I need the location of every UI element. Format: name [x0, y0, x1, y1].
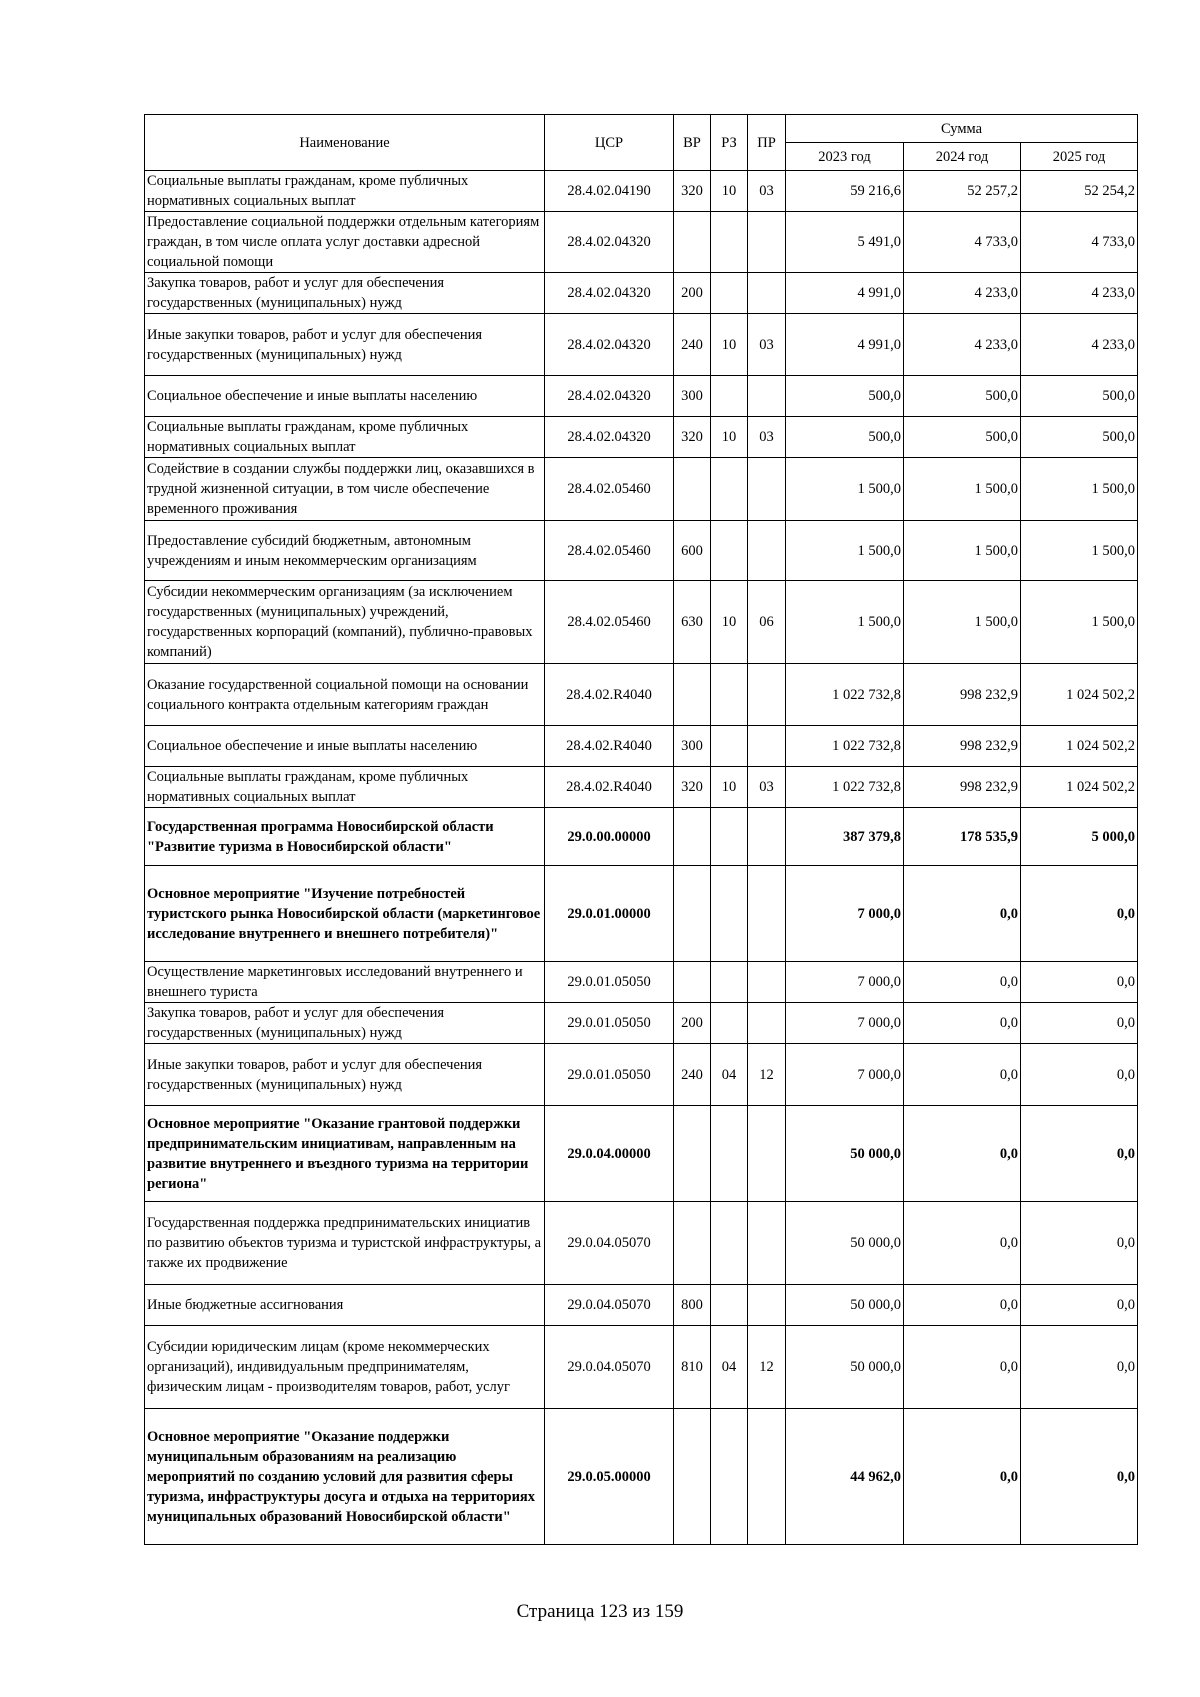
cell-rz: [711, 1285, 748, 1326]
header-csr: ЦСР: [545, 115, 674, 171]
cell-vr: [674, 1202, 711, 1285]
cell-rz: 10: [711, 314, 748, 376]
cell-vr: 810: [674, 1326, 711, 1409]
cell-sum-2024: 4 233,0: [904, 273, 1021, 314]
page-number: Страница 123 из 159: [516, 1601, 684, 1622]
cell-rz: 10: [711, 767, 748, 808]
cell-sum-2023: 1 022 732,8: [786, 726, 904, 767]
cell-sum-2025: 0,0: [1021, 1106, 1138, 1202]
cell-vr: 240: [674, 314, 711, 376]
cell-rz: 04: [711, 1326, 748, 1409]
cell-csr: 28.4.02.04320: [545, 417, 674, 458]
cell-name: Государственная поддержка предпринимательских инициатив по развитию объектов туризма и туристской инфраструктуры, а также их продвижение: [145, 1202, 545, 1285]
table-row: [145, 1003, 1138, 1044]
cell-sum-2024: 0,0: [904, 962, 1021, 1003]
cell-name: Основное мероприятие "Оказание грантовой поддержки предпринимательским инициативам, направленным на развитие внутреннего и въездного туризма на территории региона": [145, 1106, 545, 1202]
cell-vr: [674, 212, 711, 273]
table-row: [145, 314, 1138, 376]
cell-rz: [711, 1003, 748, 1044]
table-row: [145, 726, 1138, 767]
table-header: [145, 115, 1138, 171]
cell-sum-2024: 998 232,9: [904, 767, 1021, 808]
header-vr: ВР: [674, 115, 711, 171]
cell-rz: 04: [711, 1044, 748, 1106]
cell-rz: [711, 726, 748, 767]
cell-csr: 29.0.04.05070: [545, 1202, 674, 1285]
table-row: [145, 212, 1138, 273]
cell-sum-2025: 4 233,0: [1021, 273, 1138, 314]
cell-sum-2023: 1 022 732,8: [786, 664, 904, 726]
cell-pr: [748, 458, 786, 521]
cell-vr: 300: [674, 376, 711, 417]
cell-rz: 10: [711, 417, 748, 458]
cell-csr: 29.0.01.05050: [545, 1003, 674, 1044]
cell-sum-2024: 0,0: [904, 1106, 1021, 1202]
cell-sum-2024: 178 535,9: [904, 808, 1021, 866]
cell-csr: 28.4.02.04320: [545, 376, 674, 417]
cell-sum-2023: 387 379,8: [786, 808, 904, 866]
cell-sum-2024: 1 500,0: [904, 458, 1021, 521]
cell-name: Осуществление маркетинговых исследований внутреннего и внешнего туриста: [145, 962, 545, 1003]
table-row: [145, 273, 1138, 314]
cell-rz: [711, 1202, 748, 1285]
cell-rz: [711, 808, 748, 866]
cell-csr: 28.4.02.04320: [545, 314, 674, 376]
table-body: [145, 171, 1138, 1545]
cell-pr: [748, 521, 786, 581]
cell-sum-2025: 4 233,0: [1021, 314, 1138, 376]
cell-vr: 320: [674, 417, 711, 458]
cell-pr: [748, 962, 786, 1003]
cell-pr: [748, 726, 786, 767]
cell-csr: 29.0.05.00000: [545, 1409, 674, 1545]
cell-csr: 29.0.01.05050: [545, 962, 674, 1003]
cell-pr: [748, 1202, 786, 1285]
cell-csr: 28.4.02.05460: [545, 581, 674, 664]
cell-vr: 240: [674, 1044, 711, 1106]
header-rz: РЗ: [711, 115, 748, 171]
cell-sum-2025: 0,0: [1021, 1202, 1138, 1285]
cell-sum-2024: 0,0: [904, 1285, 1021, 1326]
cell-name: Иные закупки товаров, работ и услуг для обеспечения государственных (муниципальных) нужд: [145, 314, 545, 376]
cell-sum-2023: 1 500,0: [786, 458, 904, 521]
cell-pr: [748, 866, 786, 962]
table-row: [145, 1409, 1138, 1545]
cell-vr: [674, 808, 711, 866]
cell-name: Предоставление субсидий бюджетным, автономным учреждениям и иным некоммерческим организациям: [145, 521, 545, 581]
cell-sum-2024: 4 233,0: [904, 314, 1021, 376]
cell-pr: 03: [748, 171, 786, 212]
cell-sum-2023: 4 991,0: [786, 273, 904, 314]
cell-name: Предоставление социальной поддержки отдельным категориям граждан, в том числе оплата услуг доставки адресной социальной помощи: [145, 212, 545, 273]
cell-sum-2023: 50 000,0: [786, 1326, 904, 1409]
cell-sum-2023: 50 000,0: [786, 1106, 904, 1202]
header-pr: ПР: [748, 115, 786, 171]
cell-pr: 12: [748, 1044, 786, 1106]
cell-sum-2023: 1 500,0: [786, 581, 904, 664]
cell-name: Субсидии некоммерческим организациям (за исключением государственных (муниципальных) учреждений, государственных корпораций (компаний), публично-правовых компаний): [145, 581, 545, 664]
cell-vr: [674, 962, 711, 1003]
cell-vr: [674, 866, 711, 962]
cell-sum-2025: 1 500,0: [1021, 581, 1138, 664]
cell-name: Субсидии юридическим лицам (кроме некоммерческих организаций), индивидуальным предпринимателям, физическим лицам - производителям товаров, работ, услуг: [145, 1326, 545, 1409]
cell-sum-2023: 5 491,0: [786, 212, 904, 273]
cell-pr: 03: [748, 314, 786, 376]
cell-name: Государственная программа Новосибирской области "Развитие туризма в Новосибирской области": [145, 808, 545, 866]
cell-pr: [748, 212, 786, 273]
cell-rz: [711, 521, 748, 581]
cell-rz: [711, 458, 748, 521]
cell-csr: 29.0.04.05070: [545, 1326, 674, 1409]
cell-csr: 28.4.02.04320: [545, 212, 674, 273]
cell-vr: 320: [674, 171, 711, 212]
cell-sum-2023: 50 000,0: [786, 1285, 904, 1326]
cell-rz: 10: [711, 171, 748, 212]
cell-sum-2023: 1 022 732,8: [786, 767, 904, 808]
cell-sum-2023: 500,0: [786, 376, 904, 417]
table-row: [145, 767, 1138, 808]
cell-pr: [748, 664, 786, 726]
cell-sum-2024: 4 733,0: [904, 212, 1021, 273]
cell-sum-2023: 7 000,0: [786, 866, 904, 962]
header-year-2025: 2025 год: [1021, 143, 1138, 171]
cell-csr: 29.0.04.05070: [545, 1285, 674, 1326]
cell-name: Закупка товаров, работ и услуг для обеспечения государственных (муниципальных) нужд: [145, 273, 545, 314]
cell-rz: [711, 962, 748, 1003]
cell-csr: 29.0.00.00000: [545, 808, 674, 866]
cell-pr: [748, 808, 786, 866]
cell-vr: 630: [674, 581, 711, 664]
cell-name: Социальные выплаты гражданам, кроме публичных нормативных социальных выплат: [145, 171, 545, 212]
cell-sum-2024: 0,0: [904, 1003, 1021, 1044]
cell-vr: 800: [674, 1285, 711, 1326]
table-row: [145, 376, 1138, 417]
cell-sum-2025: 4 733,0: [1021, 212, 1138, 273]
table-row: [145, 521, 1138, 581]
cell-sum-2025: 0,0: [1021, 1003, 1138, 1044]
cell-sum-2025: 500,0: [1021, 376, 1138, 417]
cell-sum-2023: 7 000,0: [786, 1003, 904, 1044]
cell-sum-2024: 1 500,0: [904, 521, 1021, 581]
cell-sum-2024: 998 232,9: [904, 664, 1021, 726]
cell-csr: 28.4.02.04190: [545, 171, 674, 212]
cell-sum-2025: 5 000,0: [1021, 808, 1138, 866]
cell-name: Иные бюджетные ассигнования: [145, 1285, 545, 1326]
cell-name: Оказание государственной социальной помощи на основании социального контракта отдельным категориям граждан: [145, 664, 545, 726]
table-row: [145, 458, 1138, 521]
cell-vr: 600: [674, 521, 711, 581]
cell-name: Иные закупки товаров, работ и услуг для обеспечения государственных (муниципальных) нужд: [145, 1044, 545, 1106]
cell-name: Социальные выплаты гражданам, кроме публичных нормативных социальных выплат: [145, 417, 545, 458]
header-sum: Сумма: [786, 115, 1138, 143]
table-row: [145, 1285, 1138, 1326]
cell-sum-2025: 1 500,0: [1021, 521, 1138, 581]
cell-sum-2025: 0,0: [1021, 1409, 1138, 1545]
table-row: [145, 1326, 1138, 1409]
cell-pr: 03: [748, 417, 786, 458]
cell-sum-2025: 500,0: [1021, 417, 1138, 458]
cell-sum-2025: 1 024 502,2: [1021, 767, 1138, 808]
table-row: [145, 664, 1138, 726]
cell-pr: 12: [748, 1326, 786, 1409]
cell-sum-2024: 52 257,2: [904, 171, 1021, 212]
cell-pr: [748, 1106, 786, 1202]
table-row: [145, 808, 1138, 866]
cell-sum-2023: 4 991,0: [786, 314, 904, 376]
cell-vr: [674, 1106, 711, 1202]
cell-name: Социальные выплаты гражданам, кроме публичных нормативных социальных выплат: [145, 767, 545, 808]
cell-sum-2025: 52 254,2: [1021, 171, 1138, 212]
cell-csr: 28.4.02.R4040: [545, 664, 674, 726]
cell-name: Содействие в создании службы поддержки лиц, оказавшихся в трудной жизненной ситуации, в том числе обеспечение временного проживания: [145, 458, 545, 521]
cell-rz: 10: [711, 581, 748, 664]
cell-pr: [748, 376, 786, 417]
header-year-2023: 2023 год: [786, 143, 904, 171]
table-row: [145, 581, 1138, 664]
cell-sum-2023: 7 000,0: [786, 1044, 904, 1106]
cell-rz: [711, 376, 748, 417]
cell-sum-2023: 1 500,0: [786, 521, 904, 581]
cell-sum-2024: 0,0: [904, 1202, 1021, 1285]
table-row: [145, 1202, 1138, 1285]
cell-sum-2024: 1 500,0: [904, 581, 1021, 664]
cell-name: Социальное обеспечение и иные выплаты населению: [145, 376, 545, 417]
budget-table: [144, 114, 1138, 1545]
cell-sum-2025: 1 024 502,2: [1021, 664, 1138, 726]
cell-sum-2025: 0,0: [1021, 866, 1138, 962]
table-row: [145, 1044, 1138, 1106]
cell-sum-2024: 0,0: [904, 1044, 1021, 1106]
cell-sum-2023: 500,0: [786, 417, 904, 458]
cell-sum-2023: 59 216,6: [786, 171, 904, 212]
cell-pr: 06: [748, 581, 786, 664]
cell-name: Социальное обеспечение и иные выплаты населению: [145, 726, 545, 767]
cell-csr: 28.4.02.05460: [545, 458, 674, 521]
cell-sum-2023: 44 962,0: [786, 1409, 904, 1545]
table-row: [145, 866, 1138, 962]
table-row: [145, 962, 1138, 1003]
cell-pr: [748, 273, 786, 314]
cell-name: Основное мероприятие "Оказание поддержки муниципальным образованиям на реализацию мероприятий по созданию условий для развития сферы туризма, инфраструктуры досуга и отдыха на территориях муниципальных образований Новосибирской области": [145, 1409, 545, 1545]
cell-sum-2023: 50 000,0: [786, 1202, 904, 1285]
cell-csr: 29.0.01.00000: [545, 866, 674, 962]
cell-csr: 29.0.04.00000: [545, 1106, 674, 1202]
cell-sum-2024: 0,0: [904, 1326, 1021, 1409]
cell-pr: [748, 1409, 786, 1545]
table-row: [145, 171, 1138, 212]
cell-rz: [711, 273, 748, 314]
cell-sum-2024: 500,0: [904, 417, 1021, 458]
cell-rz: [711, 212, 748, 273]
cell-name: Основное мероприятие "Изучение потребностей туристского рынка Новосибирской области (маркетинговое исследование внутреннего и внешнего потребителя)": [145, 866, 545, 962]
table-row: [145, 1106, 1138, 1202]
cell-sum-2024: 500,0: [904, 376, 1021, 417]
cell-sum-2025: 0,0: [1021, 962, 1138, 1003]
cell-rz: [711, 866, 748, 962]
cell-sum-2025: 1 024 502,2: [1021, 726, 1138, 767]
cell-vr: 320: [674, 767, 711, 808]
cell-sum-2024: 0,0: [904, 1409, 1021, 1545]
cell-sum-2025: 0,0: [1021, 1326, 1138, 1409]
cell-sum-2024: 998 232,9: [904, 726, 1021, 767]
cell-name: Закупка товаров, работ и услуг для обеспечения государственных (муниципальных) нужд: [145, 1003, 545, 1044]
cell-vr: 200: [674, 273, 711, 314]
cell-rz: [711, 1409, 748, 1545]
cell-sum-2024: 0,0: [904, 866, 1021, 962]
cell-vr: [674, 458, 711, 521]
cell-pr: [748, 1003, 786, 1044]
cell-rz: [711, 1106, 748, 1202]
cell-csr: 28.4.02.05460: [545, 521, 674, 581]
cell-sum-2025: 0,0: [1021, 1044, 1138, 1106]
cell-csr: 28.4.02.R4040: [545, 767, 674, 808]
cell-pr: [748, 1285, 786, 1326]
header-name: Наименование: [145, 115, 545, 171]
cell-sum-2025: 0,0: [1021, 1285, 1138, 1326]
cell-vr: 300: [674, 726, 711, 767]
table-row: [145, 417, 1138, 458]
cell-csr: 28.4.02.04320: [545, 273, 674, 314]
cell-sum-2023: 7 000,0: [786, 962, 904, 1003]
header-year-2024: 2024 год: [904, 143, 1021, 171]
cell-rz: [711, 664, 748, 726]
cell-sum-2025: 1 500,0: [1021, 458, 1138, 521]
cell-vr: [674, 1409, 711, 1545]
cell-vr: 200: [674, 1003, 711, 1044]
header-row-1: [145, 115, 1138, 143]
cell-csr: 28.4.02.R4040: [545, 726, 674, 767]
cell-vr: [674, 664, 711, 726]
cell-pr: 03: [748, 767, 786, 808]
cell-csr: 29.0.01.05050: [545, 1044, 674, 1106]
